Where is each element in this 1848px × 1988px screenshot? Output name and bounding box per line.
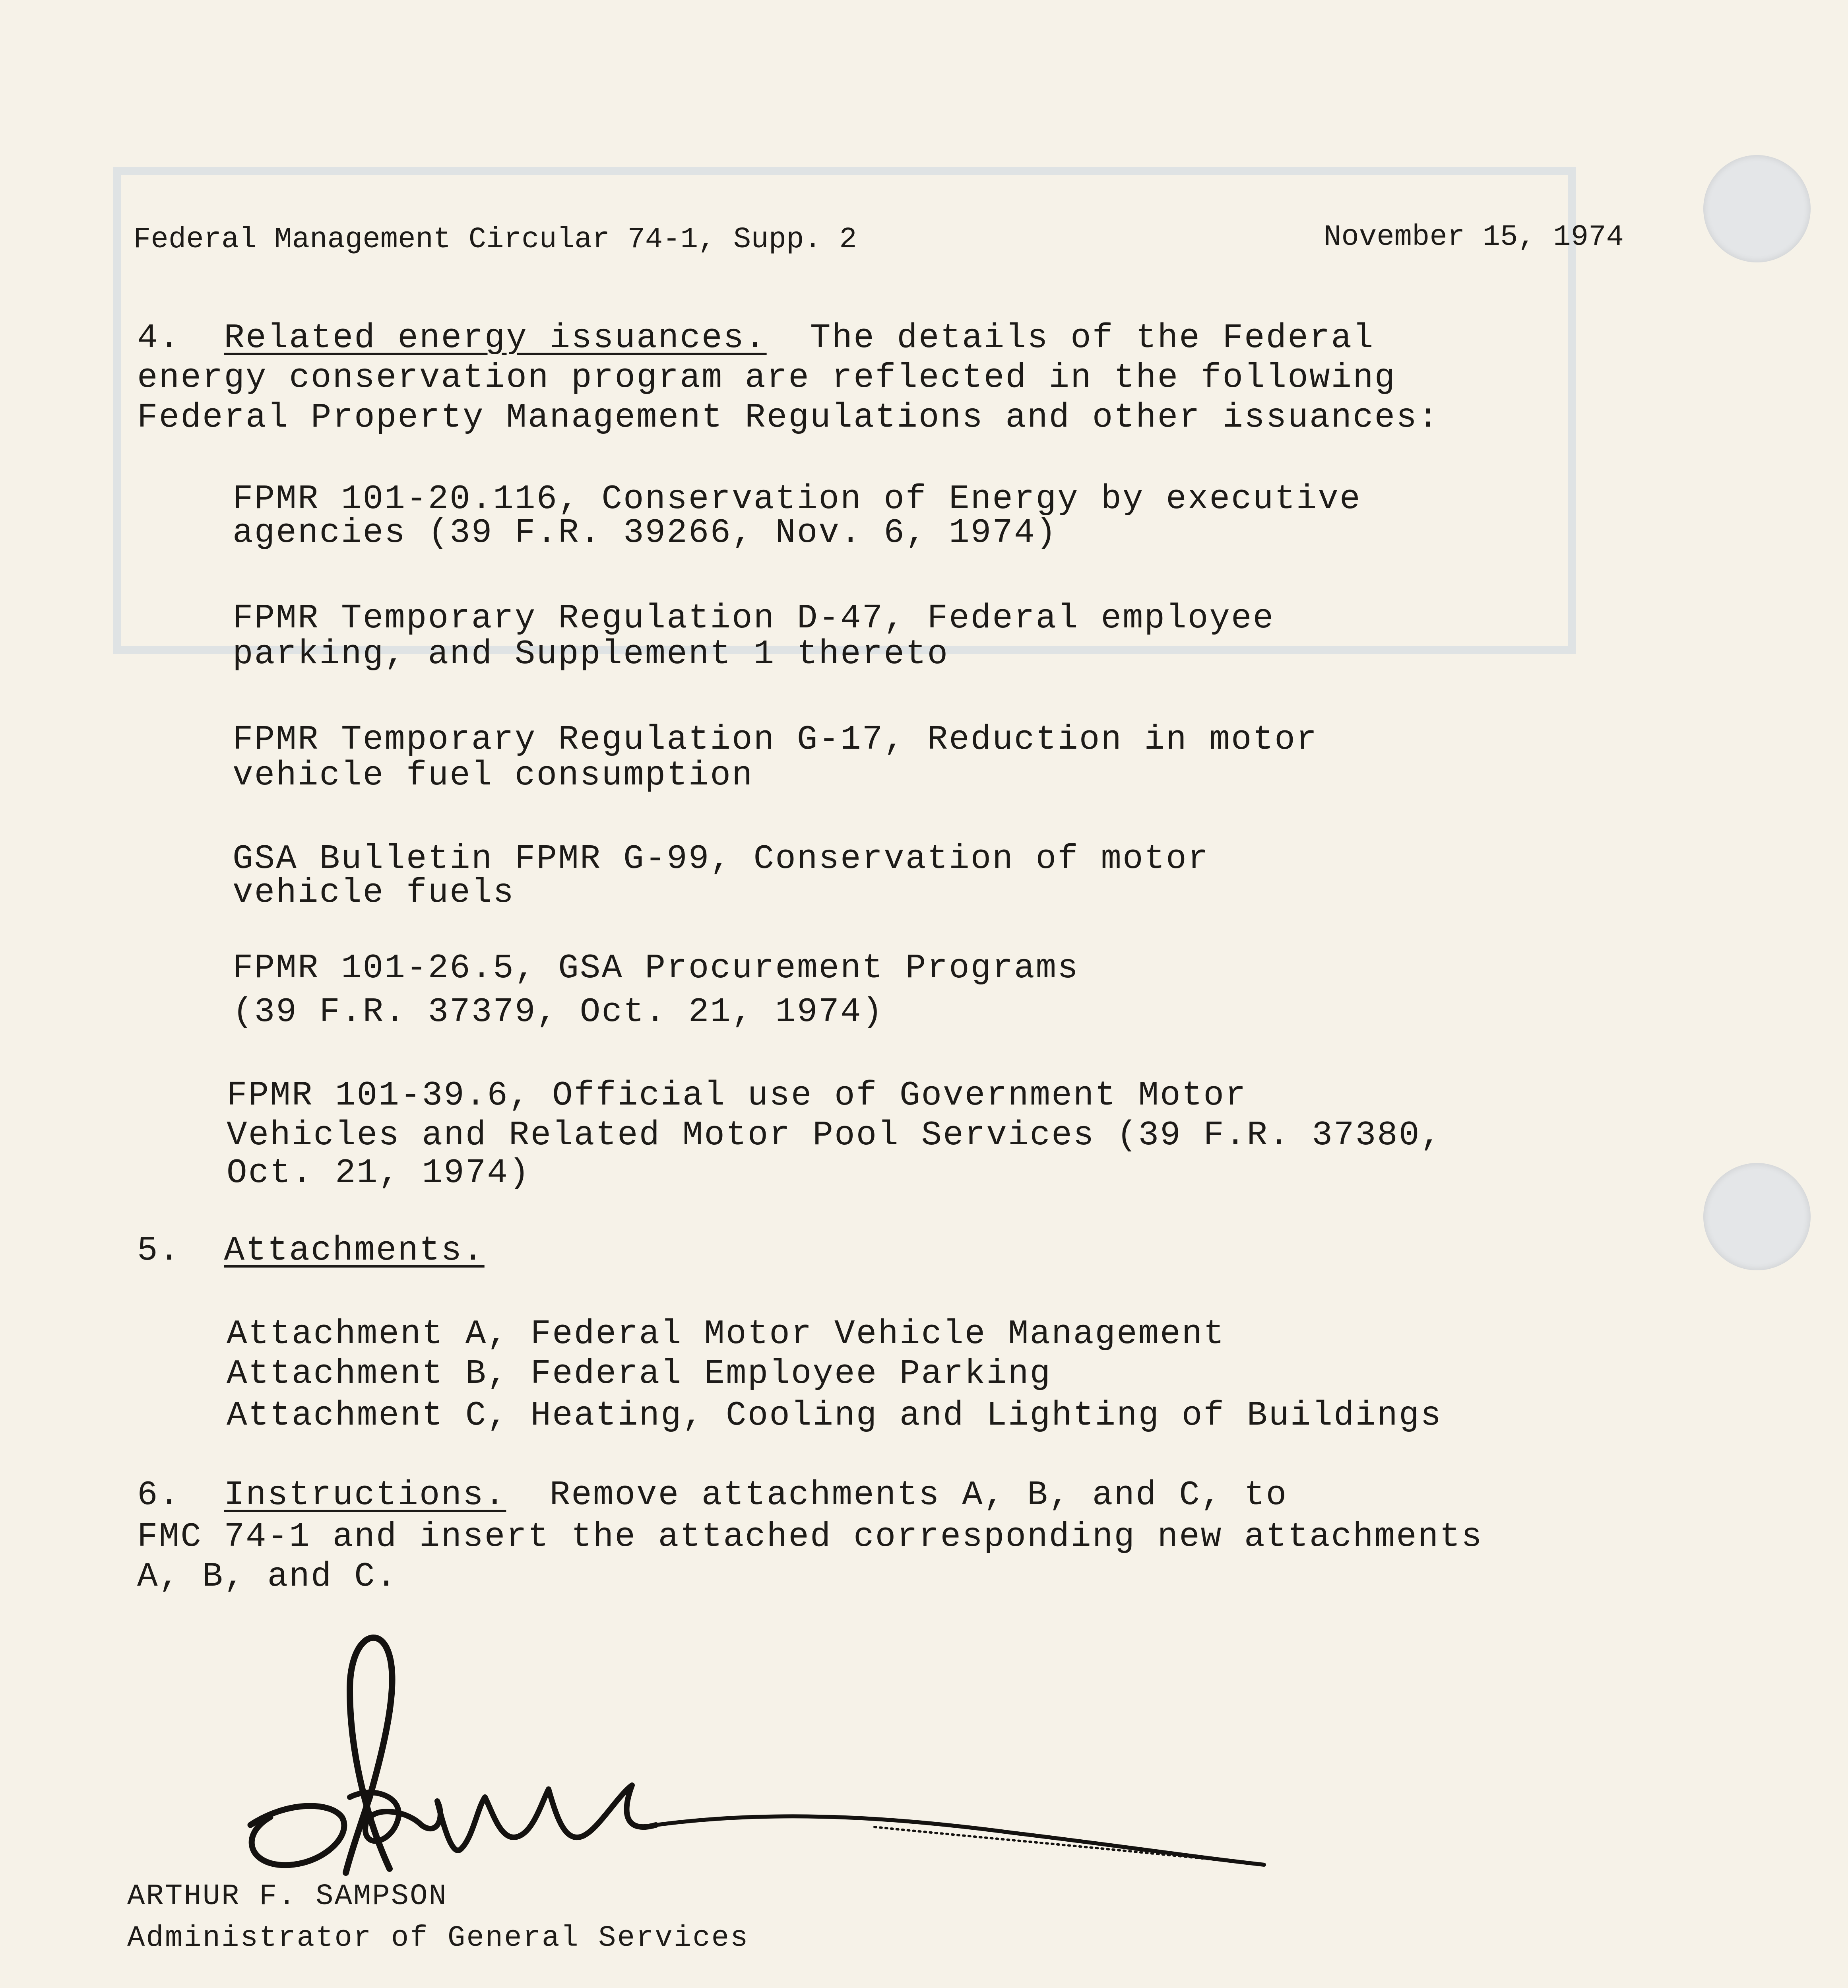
section-text: Federal Property Management Regulations and other issuances: [137, 398, 1440, 437]
attachment-item: Attachment C, Heating, Cooling and Lighting of Buildings [227, 1396, 1443, 1435]
section-6-line [137, 1475, 1288, 1515]
section-number: 4. [137, 318, 181, 357]
section-5-line [137, 1231, 485, 1270]
section-text: The details of the Federal [810, 318, 1375, 357]
issuance-item-6: Vehicles and Related Motor Pool Services (39 F.R. 37380, [227, 1116, 1443, 1155]
attachment-item: Attachment A, Federal Motor Vehicle Management [227, 1314, 1225, 1353]
section-text: FMC 74-1 and insert the attached corresponding new attachments [137, 1517, 1483, 1556]
section-heading: Instructions. [224, 1475, 506, 1514]
issuance-item-5: (39 F.R. 37379, Oct. 21, 1974) [233, 992, 884, 1031]
section-4-line [137, 318, 1375, 358]
document-date: November 15, 1974 [1324, 221, 1624, 254]
issuance-item-2: parking, and Supplement 1 thereto [233, 635, 949, 674]
issuance-item-1: FPMR 101-20.116, Conservation of Energy by executive [233, 480, 1361, 518]
section-text: energy conservation program are reflected in the following [137, 358, 1396, 397]
signer-title: Administrator of General Services [127, 1922, 749, 1955]
punch-hole [1703, 1163, 1811, 1270]
issuance-item-4: GSA Bulletin FPMR G-99, Conservation of motor [233, 839, 1210, 878]
section-text: A, B, and C. [137, 1557, 398, 1596]
signer-name: ARTHUR F. SAMPSON [127, 1880, 448, 1913]
section-heading: Attachments. [224, 1231, 485, 1270]
issuance-item-6: Oct. 21, 1974) [227, 1153, 531, 1192]
issuance-item-5: FPMR 101-26.5, GSA Procurement Programs [233, 949, 1079, 988]
issuance-item-3: FPMR Temporary Regulation G-17, Reduction in motor [233, 720, 1318, 759]
section-text: Remove attachments A, B, and C, to [549, 1475, 1288, 1514]
issuance-item-2: FPMR Temporary Regulation D-47, Federal employee [233, 599, 1275, 638]
issuance-item-3: vehicle fuel consumption [233, 756, 754, 795]
attachment-item: Attachment B, Federal Employee Parking [227, 1354, 1052, 1393]
punch-hole [1703, 155, 1811, 262]
circular-reference: Federal Management Circular 74-1, Supp. 2 [133, 223, 857, 256]
issuance-item-6: FPMR 101-39.6, Official use of Government Motor [227, 1076, 1247, 1115]
issuance-item-1: agencies (39 F.R. 39266, Nov. 6, 1974) [233, 513, 1058, 552]
section-heading: Related energy issuances. [224, 318, 767, 357]
issuance-item-4: vehicle fuels [233, 873, 515, 912]
section-number: 5. [137, 1231, 181, 1270]
section-number: 6. [137, 1475, 181, 1514]
